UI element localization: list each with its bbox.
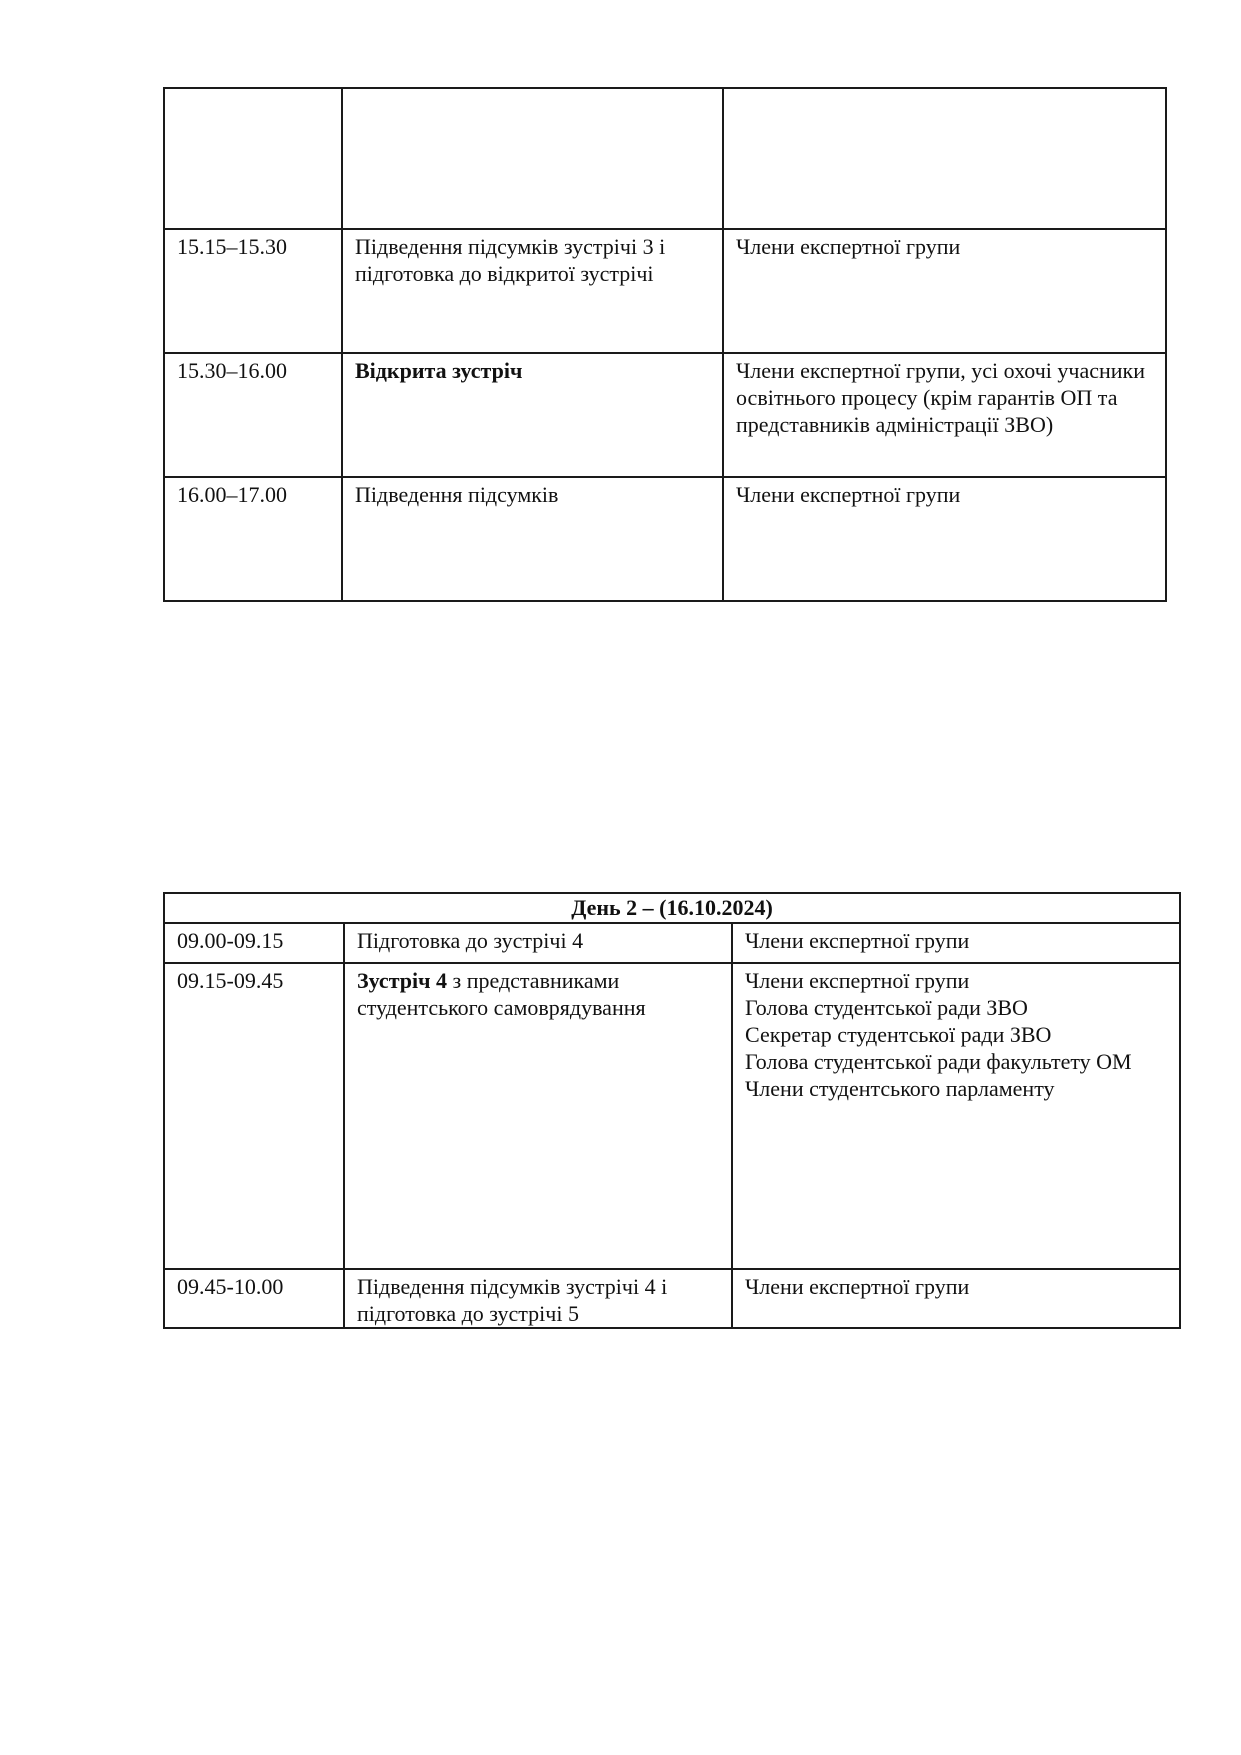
participants-cell: Члени експертної групи, усі охочі учасники освітнього процесу (крім гарантів ОП та представників адміністрації ЗВО) <box>723 353 1166 477</box>
time-cell: 15.15–15.30 <box>164 229 342 353</box>
time-cell <box>164 88 342 229</box>
table-row <box>164 963 1180 1269</box>
table-row <box>164 1269 1180 1328</box>
time-cell: 09.45-10.00 <box>164 1269 344 1328</box>
activity-cell: Підведення підсумків <box>342 477 723 601</box>
activity-cell: Підготовка до зустрічі 4 <box>344 923 732 963</box>
table-row <box>164 229 1166 353</box>
time-cell: 16.00–17.00 <box>164 477 342 601</box>
participant-line: Члени студентського парламенту <box>745 1076 1055 1101</box>
participants-cell: Члени експертної групи <box>732 1269 1180 1328</box>
table-row <box>164 88 1166 229</box>
time-cell: 15.30–16.00 <box>164 353 342 477</box>
participants-cell <box>732 963 1180 1269</box>
day-header-row <box>164 893 1180 923</box>
participant-line: Голова студентської ради факультету ОМ <box>745 1049 1132 1074</box>
participant-line: Секретар студентської ради ЗВО <box>745 1022 1052 1047</box>
participants-cell: Члени експертної групи <box>732 923 1180 963</box>
table-row <box>164 477 1166 601</box>
time-cell: 09.00-09.15 <box>164 923 344 963</box>
activity-cell: Підведення підсумків зустрічі 4 і підготовка до зустрічі 5 <box>344 1269 732 1328</box>
activity-title: Відкрита зустріч <box>355 358 523 383</box>
activity-cell: Підведення підсумків зустрічі 3 і підготовка до відкритої зустрічі <box>342 229 723 353</box>
table-row <box>164 923 1180 963</box>
participant-line: Голова студентської ради ЗВО <box>745 995 1028 1020</box>
schedule-table-day2 <box>163 892 1181 1329</box>
activity-cell <box>342 88 723 229</box>
participants-cell <box>723 88 1166 229</box>
activity-description: з представниками студентського самоврядування <box>357 968 646 1020</box>
day-header: День 2 – (16.10.2024) <box>164 893 1180 923</box>
participant-line: Члени експертної групи <box>745 968 970 993</box>
participants-cell: Члени експертної групи <box>723 229 1166 353</box>
schedule-table-day1-continued <box>163 87 1167 602</box>
activity-cell <box>342 353 723 477</box>
participants-cell: Члени експертної групи <box>723 477 1166 601</box>
activity-title: Зустріч 4 <box>357 968 448 993</box>
table-row <box>164 353 1166 477</box>
activity-cell <box>344 963 732 1269</box>
time-cell: 09.15-09.45 <box>164 963 344 1269</box>
